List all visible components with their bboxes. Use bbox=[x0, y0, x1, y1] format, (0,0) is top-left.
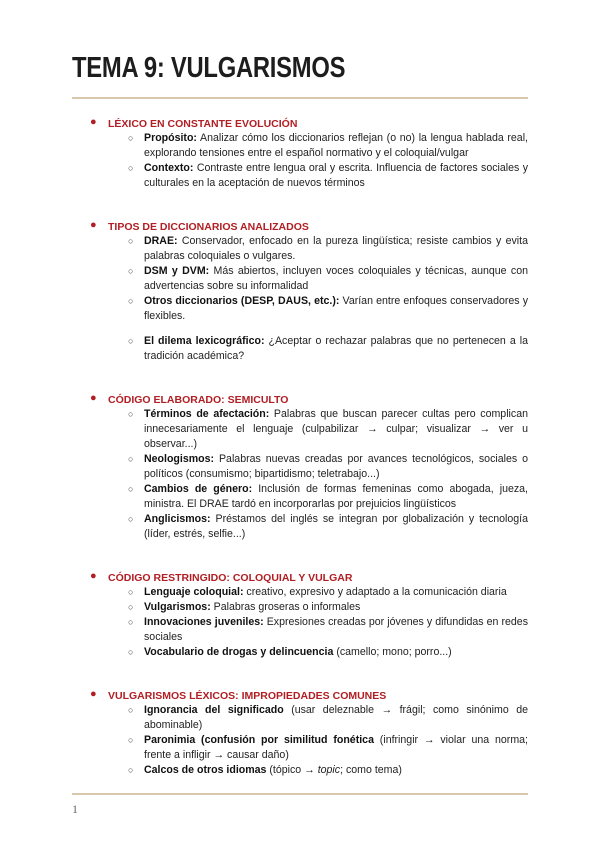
page-number: 1 bbox=[72, 802, 78, 816]
item-term: DSM y DVM: bbox=[144, 265, 210, 277]
section-codigo-restringido bbox=[72, 568, 528, 660]
circle-bullet-icon: ○ bbox=[128, 236, 134, 246]
document-body bbox=[72, 106, 528, 778]
item-text: Analizar cómo los diccionarios reflejan (o no) la lengua hablada real, explorando tensiones entre el español normativo y el coloquial/vulgar bbox=[144, 132, 528, 159]
list-item bbox=[72, 482, 528, 512]
item-text: (usar deleznable → frágil; como sinónimo de abominable) bbox=[144, 704, 528, 731]
circle-bullet-icon: ○ bbox=[128, 454, 134, 464]
item-text: (camello; mono; porro...) bbox=[333, 646, 452, 658]
bullet-icon: ● bbox=[90, 219, 97, 231]
section-title: TIPOS DE DICCIONARIOS ANALIZADOS bbox=[108, 221, 309, 233]
section-codigo-elaborado bbox=[72, 390, 528, 542]
list-item bbox=[72, 733, 528, 763]
list-item bbox=[72, 334, 528, 364]
list-item bbox=[72, 264, 528, 294]
bullet-icon: ● bbox=[90, 570, 97, 582]
item-text: (infringir → violar una norma; frente a infligir → causar daño) bbox=[144, 734, 528, 761]
header-rule bbox=[72, 97, 528, 99]
item-term: Términos de afectación: bbox=[144, 408, 270, 420]
item-text: Préstamos del inglés se integran por globalización y tecnología (líder, estrés, selfie...) bbox=[144, 513, 528, 540]
item-text-italic: topic bbox=[317, 764, 341, 776]
list-item bbox=[72, 703, 528, 733]
list-item bbox=[72, 452, 528, 482]
list-item bbox=[72, 600, 528, 615]
item-text: Varían entre enfoques conservadores y flexibles. bbox=[144, 295, 528, 322]
page-title: TEMA 9: VULGARISMOS bbox=[72, 52, 346, 84]
section-vulgarismos-lexicos bbox=[72, 686, 528, 778]
section-title: LÉXICO EN CONSTANTE EVOLUCIÓN bbox=[108, 118, 298, 130]
section-header bbox=[72, 217, 528, 234]
section-title: VULGARISMOS LÉXICOS: IMPROPIEDADES COMUNES bbox=[108, 690, 387, 702]
item-term: Anglicismos: bbox=[144, 513, 211, 525]
section-title: CÓDIGO ELABORADO: SEMICULTO bbox=[108, 394, 289, 406]
circle-bullet-icon: ○ bbox=[128, 647, 134, 657]
list-item bbox=[72, 763, 528, 778]
item-text: Más abiertos, incluyen voces coloquiales y técnicas, aunque con advertencias sobre su informalidad bbox=[144, 265, 528, 292]
circle-bullet-icon: ○ bbox=[128, 705, 134, 715]
footer-rule bbox=[72, 793, 528, 795]
item-text: Conservador, enfocado en la pureza lingüística; resiste cambios y evita palabras coloquiales o vulgares. bbox=[144, 235, 528, 262]
item-text: creativo, expresivo y adaptado a la comunicación diaria bbox=[243, 586, 507, 598]
section-lexico bbox=[72, 114, 528, 191]
item-term: Neologismos: bbox=[144, 453, 215, 465]
circle-bullet-icon: ○ bbox=[128, 163, 134, 173]
item-term: DRAE: bbox=[144, 235, 178, 247]
list-item bbox=[72, 407, 528, 452]
section-header bbox=[72, 686, 528, 703]
bullet-icon: ● bbox=[90, 392, 97, 404]
item-text: (tópico → bbox=[266, 764, 318, 776]
list-item bbox=[72, 131, 528, 161]
item-term: Ignorancia del significado bbox=[144, 704, 284, 716]
circle-bullet-icon: ○ bbox=[128, 409, 134, 419]
section-diccionarios bbox=[72, 217, 528, 364]
circle-bullet-icon: ○ bbox=[128, 587, 134, 597]
circle-bullet-icon: ○ bbox=[128, 765, 134, 775]
item-term: Innovaciones juveniles: bbox=[144, 616, 264, 628]
item-term: Otros diccionarios (DESP, DAUS, etc.): bbox=[144, 295, 340, 307]
list-item bbox=[72, 294, 528, 324]
circle-bullet-icon: ○ bbox=[128, 735, 134, 745]
item-text: ; como tema) bbox=[340, 764, 402, 776]
item-term: Propósito: bbox=[144, 132, 197, 144]
item-term: El dilema lexicográfico: bbox=[144, 335, 265, 347]
item-text: Palabras nuevas creadas por avances tecnológicos, sociales o políticos (consumismo; bipartidismo; teletrabajo...) bbox=[144, 453, 528, 480]
list-item bbox=[72, 512, 528, 542]
item-term: Vocabulario de drogas y delincuencia bbox=[144, 646, 334, 658]
circle-bullet-icon: ○ bbox=[128, 617, 134, 627]
item-term: Contexto: bbox=[144, 162, 194, 174]
circle-bullet-icon: ○ bbox=[128, 484, 134, 494]
item-term: Calcos de otros idiomas bbox=[144, 764, 267, 776]
item-term: Vulgarismos: bbox=[144, 601, 211, 613]
bullet-icon: ● bbox=[90, 688, 97, 700]
item-text: Expresiones creadas por jóvenes y difundidas en redes sociales bbox=[144, 616, 528, 643]
list-item bbox=[72, 645, 528, 660]
circle-bullet-icon: ○ bbox=[128, 133, 134, 143]
item-term: Cambios de género: bbox=[144, 483, 253, 495]
item-text: Palabras groseras o informales bbox=[210, 601, 361, 613]
item-text: Contraste entre lengua oral y escrita. Influencia de factores sociales y culturales en la aceptación de nuevos términos bbox=[144, 162, 528, 189]
list-item bbox=[72, 234, 528, 264]
bullet-icon: ● bbox=[90, 116, 97, 128]
circle-bullet-icon: ○ bbox=[128, 602, 134, 612]
item-text: Inclusión de formas femeninas como abogada, jueza, ministra. El DRAE tardó en incorporarlas por prejuicios lingüísticos bbox=[144, 483, 528, 510]
circle-bullet-icon: ○ bbox=[128, 336, 134, 346]
item-text: ¿Aceptar o rechazar palabras que no pertenecen a la tradición académica? bbox=[144, 335, 528, 362]
circle-bullet-icon: ○ bbox=[128, 296, 134, 306]
section-title: CÓDIGO RESTRINGIDO: COLOQUIAL Y VULGAR bbox=[108, 572, 353, 584]
item-term: Lenguaje coloquial: bbox=[144, 586, 244, 598]
circle-bullet-icon: ○ bbox=[128, 514, 134, 524]
list-item bbox=[72, 161, 528, 191]
item-text: Palabras que buscan parecer cultas pero complican innecesariamente el lenguaje (culpabilizar → culpar; visualizar → ver u observar...) bbox=[144, 408, 528, 450]
section-header bbox=[72, 568, 528, 585]
item-term: Paronimia (confusión por similitud fonética bbox=[144, 734, 374, 746]
section-header bbox=[72, 390, 528, 407]
list-item bbox=[72, 615, 528, 645]
list-item bbox=[72, 585, 528, 600]
circle-bullet-icon: ○ bbox=[128, 266, 134, 276]
section-header bbox=[72, 114, 528, 131]
